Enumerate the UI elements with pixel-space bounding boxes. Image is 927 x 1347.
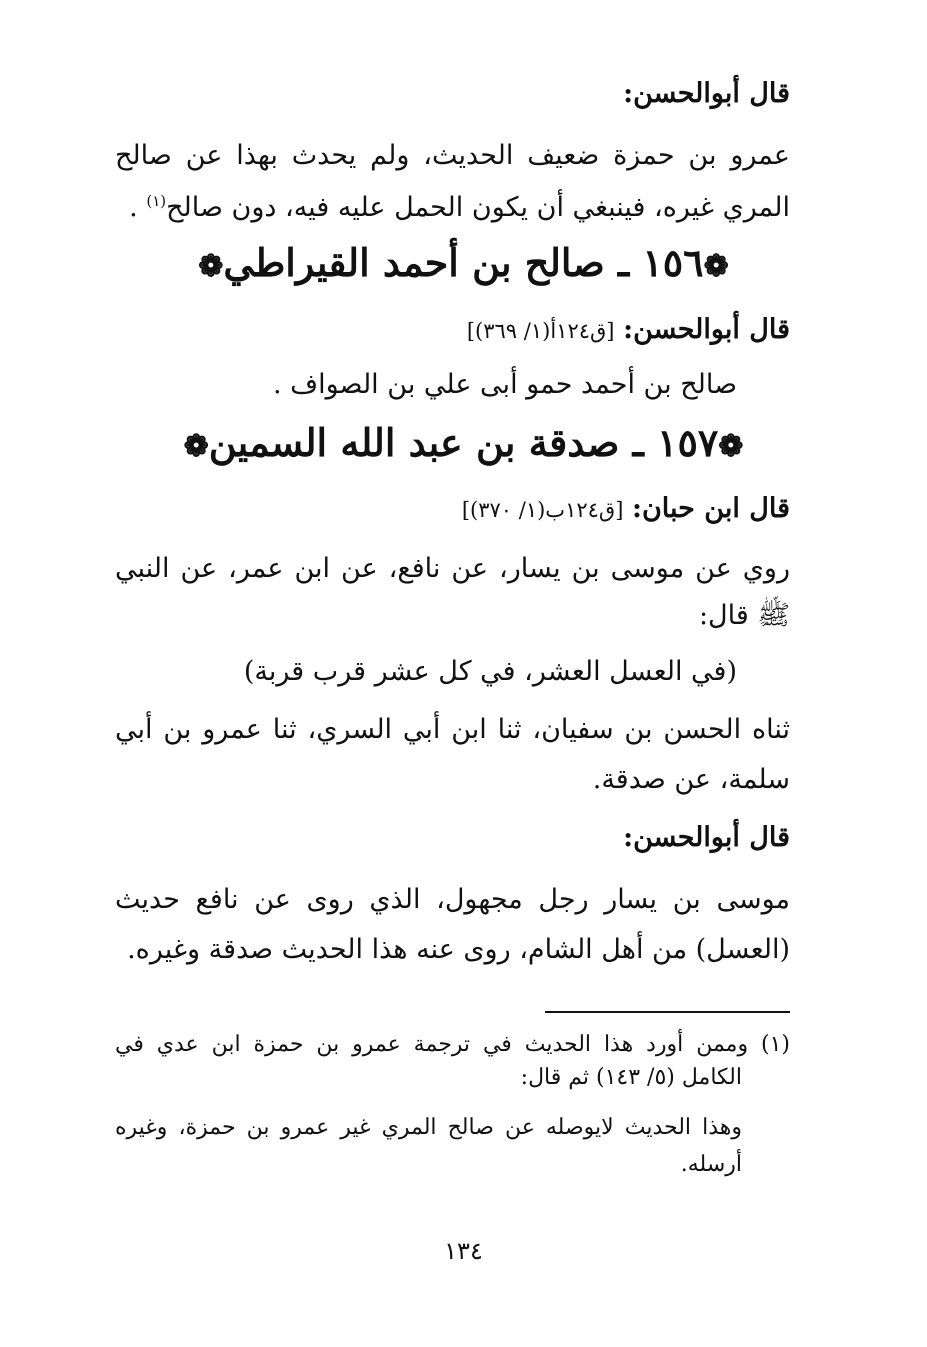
- ornament-icon: ❁: [718, 429, 744, 464]
- paragraph-line: (العسل) من أهل الشام، روى عنه هذا الحديث صدقة وغيره.: [127, 934, 790, 965]
- paragraph-line: [115, 183, 790, 226]
- entry-title: ١٥٧ ـ صدقة بن عبد الله السمين: [208, 420, 719, 465]
- speaker-label: قال أبوالحسن:: [623, 822, 790, 853]
- manuscript-reference: [ق١٢٤ب(١/ ٣٧٠)]: [461, 498, 624, 522]
- paragraph-line: عمرو بن حمزة ضعيف الحديث، ولم يحدث بهذا عن صالح: [115, 140, 790, 171]
- source-label: قال ابن حبان:: [632, 493, 790, 524]
- paragraph-line: صالح بن أحمد حمو أبى علي بن الصواف .: [272, 369, 737, 400]
- footnote-marker: (١): [146, 192, 167, 210]
- paragraph-line: ﷺ قال:: [698, 600, 790, 631]
- paragraph-line: ثناه الحسن بن سفيان، ثنا ابن أبي السري، ثنا عمرو بن أبي: [115, 714, 790, 745]
- ornament-icon: ❁: [198, 249, 224, 284]
- paragraph-text: المري غيره، فينبغي أن يكون الحمل عليه فيه، دون صالح: [166, 192, 790, 223]
- ornament-icon: ❁: [183, 429, 209, 464]
- source-line: [115, 312, 790, 349]
- page-number: ١٣٤: [444, 1237, 483, 1265]
- entry-heading: [0, 418, 927, 472]
- entry-heading: [0, 238, 927, 292]
- manuscript-reference: [ق١٢٤أ(١/ ٣٦٩)]: [466, 319, 615, 343]
- footnote-separator: [545, 1011, 790, 1013]
- ornament-icon: ❁: [703, 249, 729, 284]
- quoted-hadith: (في العسل العشر، في كل عشر قرب قربة): [243, 656, 737, 687]
- footnote-line: الكامل (٥/ ١٤٣) ثم قال:: [520, 1065, 742, 1090]
- speaker-label: قال أبوالحسن:: [623, 78, 790, 109]
- paragraph-line: روي عن موسى بن يسار، عن نافع، عن ابن عمر، عن النبي: [115, 553, 790, 584]
- paragraph-line: موسى بن يسار رجل مجهول، الذي روى عن نافع حديث: [115, 884, 790, 915]
- footnote-line: (١) وممن أورد هذا الحديث في ترجمة عمرو بن حمزة ابن عدي في: [115, 1032, 790, 1057]
- entry-title: ١٥٦ ـ صالح بن أحمد القيراطي: [223, 240, 704, 285]
- paragraph-line: سلمة، عن صدقة.: [592, 764, 790, 795]
- footnote-line: وهذا الحديث لايوصله عن صالح المري غير عمرو بن حمزة، وغيره: [115, 1115, 742, 1140]
- footnote-line: أرسله.: [680, 1152, 742, 1177]
- end-period: .: [129, 192, 138, 223]
- source-label: قال أبوالحسن:: [623, 314, 790, 345]
- source-line: [115, 491, 790, 528]
